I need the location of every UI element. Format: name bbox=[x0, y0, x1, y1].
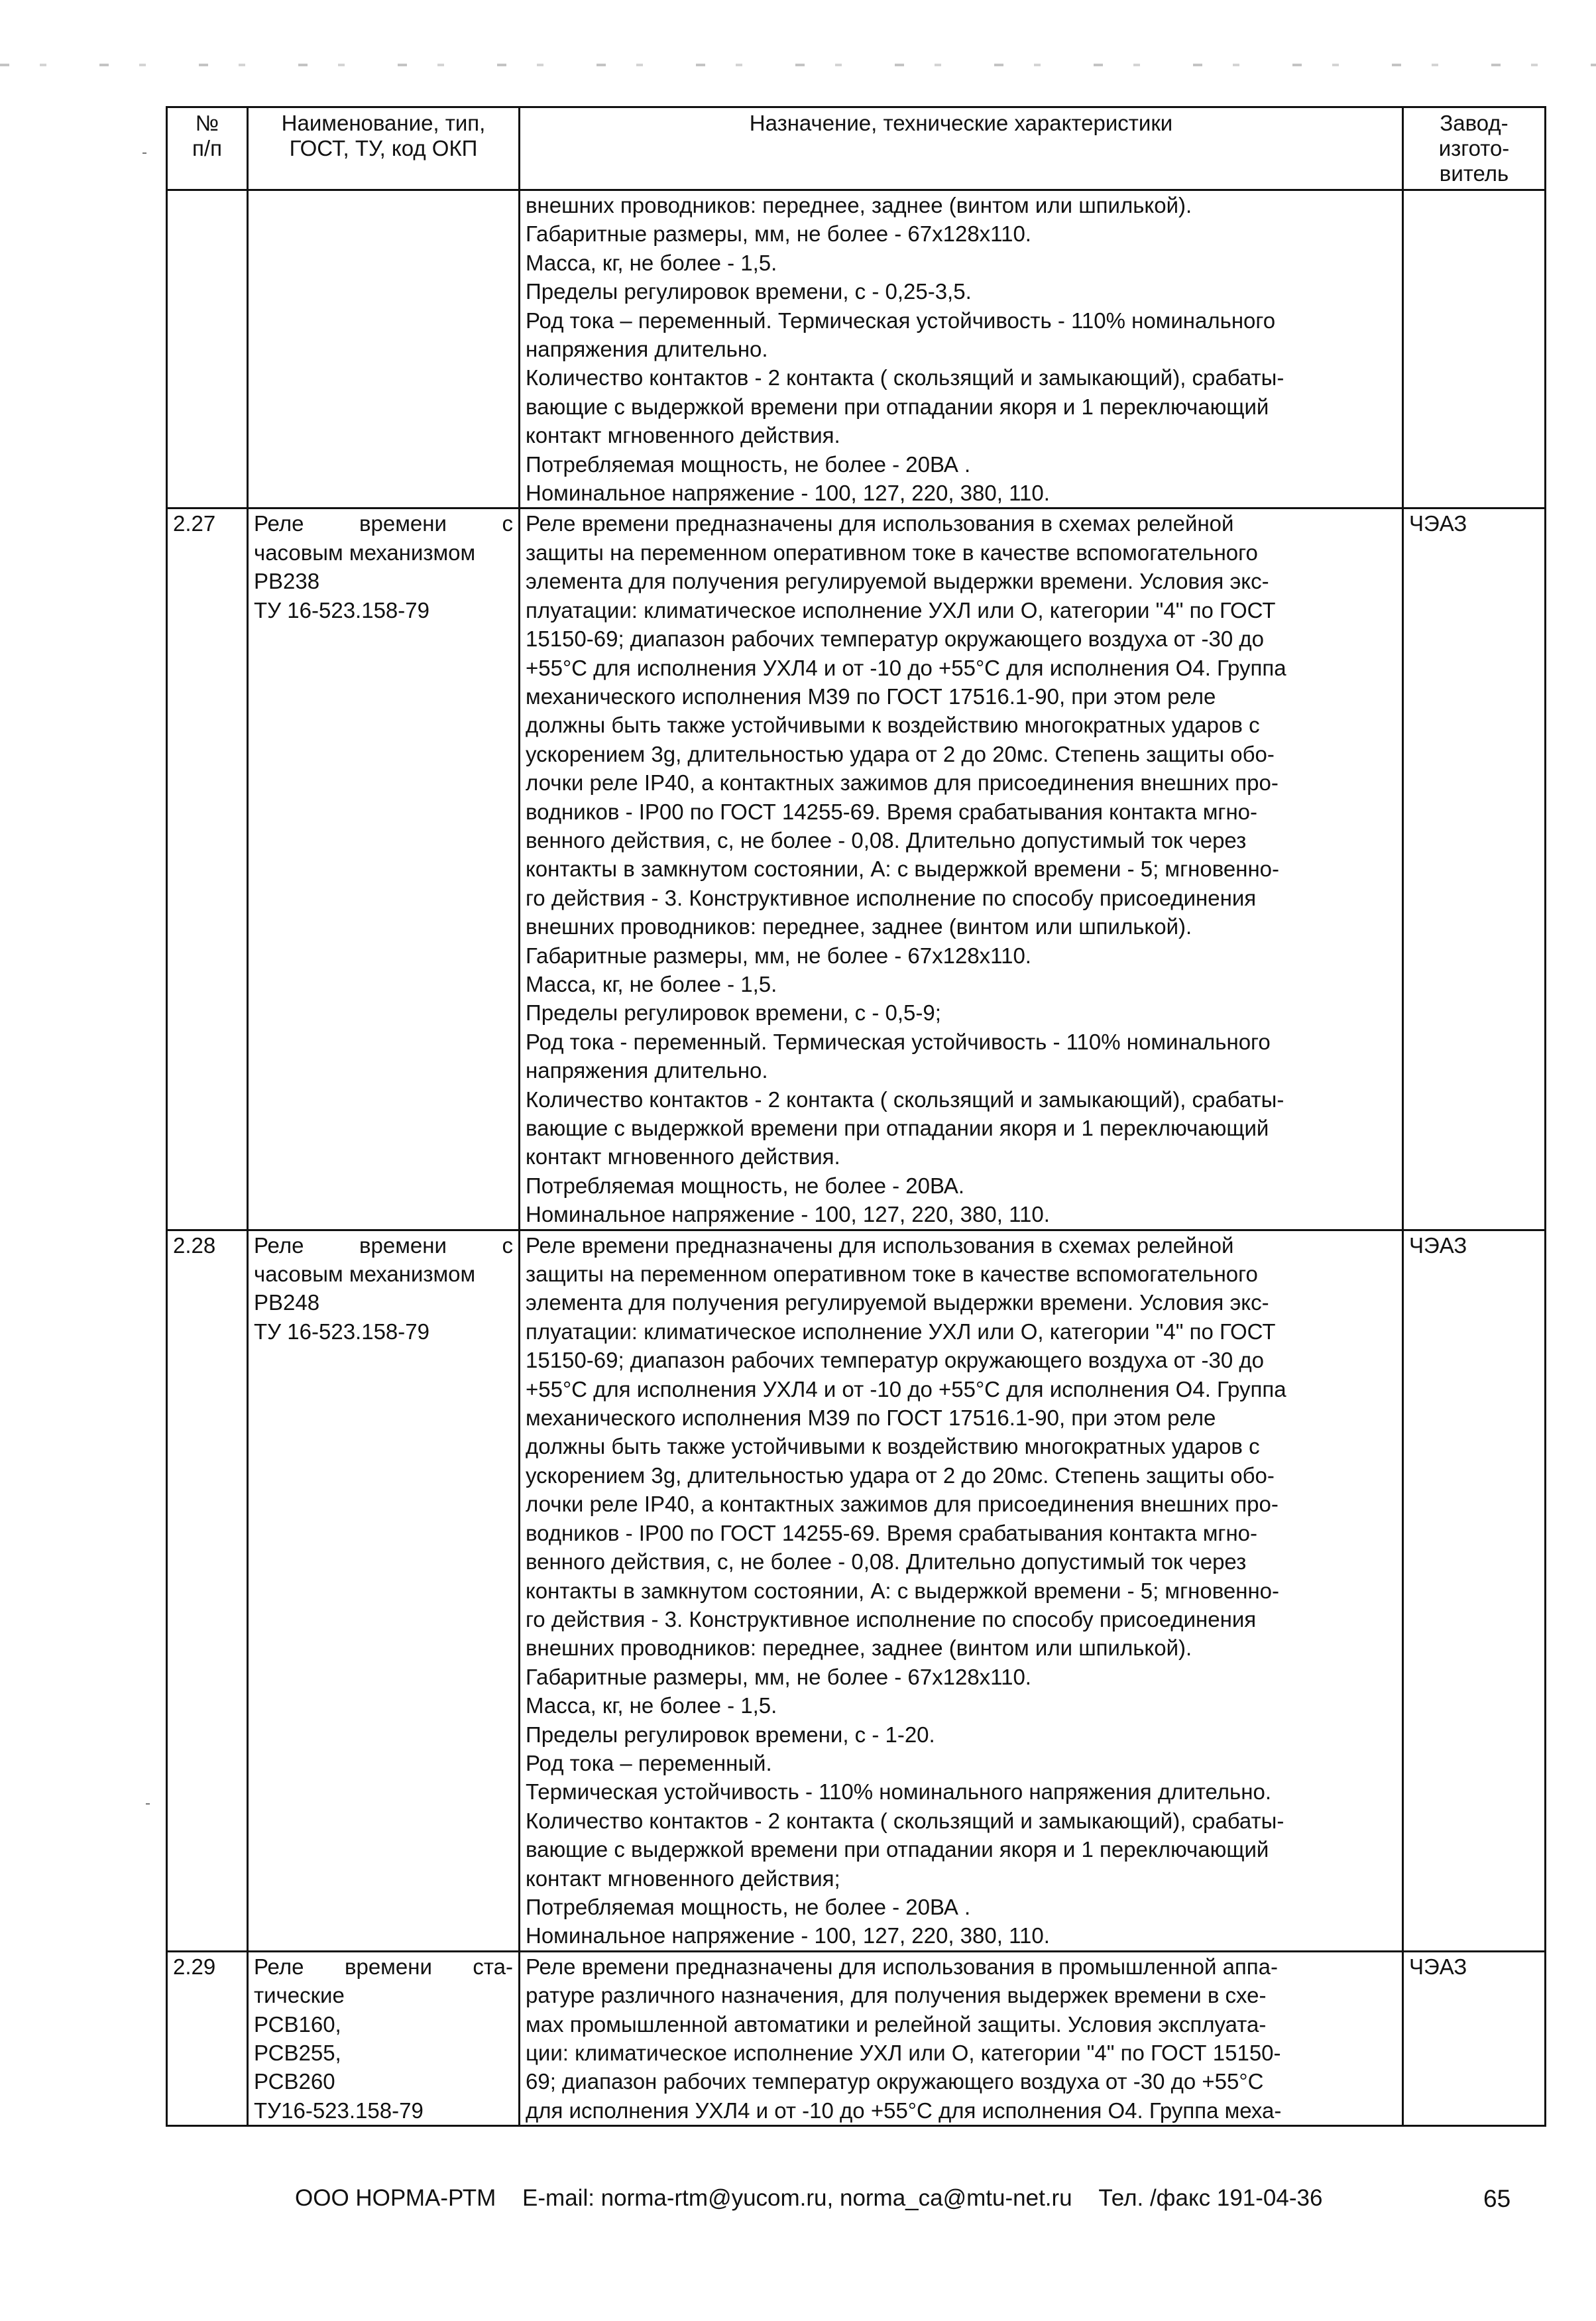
manufacturer-text: ЧЭАЗ bbox=[1409, 511, 1467, 536]
description-line: плуатации: климатическое исполнение УХЛ или О, категории "4" по ГОСТ bbox=[526, 597, 1276, 623]
description-line: ратуре различного назначения, для получения выдержек времени в схе- bbox=[526, 1983, 1267, 2008]
description-line: механического исполнения М39 по ГОСТ 17516.1-90, при этом реле bbox=[526, 1405, 1216, 1431]
scan-speck bbox=[146, 1803, 150, 1805]
description-line: Потребляемая мощность, не более - 20ВА . bbox=[526, 1894, 971, 1919]
scan-artifact bbox=[0, 64, 1596, 66]
description-line: Номинальное напряжение - 100, 127, 220, 380, 110. bbox=[526, 1202, 1050, 1227]
item-name-line: Реле времени ста- bbox=[254, 1954, 513, 1979]
description-line: +55°С для исполнения УХЛ4 и от -10 до +55°С для исполнения О4. Группа bbox=[526, 1376, 1286, 1401]
item-manufacturer bbox=[1403, 508, 1546, 1230]
description-line: Потребляемая мощность, не более - 20ВА. bbox=[526, 1173, 965, 1198]
description-line: защиты на переменном оперативном токе в качестве вспомогательного bbox=[526, 1262, 1258, 1287]
description-line: мах промышленной автоматики и релейной защиты. Условия эксплуата- bbox=[526, 2011, 1267, 2037]
row-number bbox=[167, 508, 248, 1230]
description-line: внешних проводников: переднее, заднее (винтом или шпилькой). bbox=[526, 1636, 1192, 1661]
description-line: Габаритные размеры, мм, не более - 67x128x110. bbox=[526, 1664, 1031, 1689]
item-name-line: ТУ 16-523.158-79 bbox=[254, 597, 429, 623]
description-line: го действия - 3. Конструктивное исполнение по способу присоединения bbox=[526, 885, 1257, 910]
description-line: элемента для получения регулируемой выдержки времени. Условия экс- bbox=[526, 1290, 1269, 1315]
item-name bbox=[248, 1230, 520, 1951]
description-line: Масса, кг, не более - 1,5. bbox=[526, 971, 777, 996]
page-number: 65 bbox=[1483, 2185, 1511, 2212]
description-line: Реле времени предназначены для использования в схемах релейной bbox=[526, 511, 1234, 536]
equipment-table bbox=[166, 106, 1546, 2127]
table-row bbox=[167, 1951, 1546, 2125]
item-description bbox=[520, 508, 1403, 1230]
item-name-line: ТУ16-523.158-79 bbox=[254, 2098, 424, 2123]
description-line: должны быть также устойчивыми к воздействию многократных ударов с bbox=[526, 713, 1260, 738]
item-name bbox=[248, 1951, 520, 2125]
footer-email: E-mail: norma-rtm@yucom.ru, norma_ca@mtu-net.ru bbox=[522, 2185, 1072, 2211]
item-name-line: ТУ 16-523.158-79 bbox=[254, 1319, 429, 1344]
description-line: Количество контактов - 2 контакта ( скользящий и замыкающий), срабаты- bbox=[526, 365, 1284, 390]
description-line: 15150-69; диапазон рабочих температур окружающего воздуха от -30 до bbox=[526, 1348, 1264, 1373]
item-name-line: часовым механизмом bbox=[254, 540, 476, 565]
description-line: вающие с выдержкой времени при отпадании якоря и 1 переключающий bbox=[526, 1837, 1269, 1862]
item-description bbox=[520, 1951, 1403, 2125]
manufacturer-text: ЧЭАЗ bbox=[1409, 1954, 1467, 1979]
row-number-text: 2.27 bbox=[173, 511, 216, 536]
description-line: Род тока – переменный. bbox=[526, 1750, 772, 1775]
item-name-line: часовым механизмом bbox=[254, 1262, 476, 1287]
table-row bbox=[167, 1230, 1546, 1951]
description-line: лочки реле IP40, а контактных зажимов для присоединения внешних про- bbox=[526, 770, 1279, 796]
description-line: Термическая устойчивость - 110% номинального напряжения длительно. bbox=[526, 1779, 1271, 1805]
description-line: вающие с выдержкой времени при отпадании якоря и 1 переключающий bbox=[526, 1116, 1269, 1140]
description-line: Габаритные размеры, мм, не более - 67x128x110. bbox=[526, 221, 1031, 247]
footer-company: ООО НОРМА-РТМ bbox=[295, 2185, 496, 2211]
item-description bbox=[520, 190, 1403, 508]
description-line: водников - IP00 по ГОСТ 14255-69. Время срабатывания контакта мгно- bbox=[526, 799, 1258, 824]
description-line: внешних проводников: переднее, заднее (винтом или шпилькой). bbox=[526, 193, 1192, 217]
description-line: контакт мгновенного действия. bbox=[526, 423, 840, 448]
item-manufacturer bbox=[1403, 1230, 1546, 1951]
item-manufacturer bbox=[1403, 1951, 1546, 2125]
description-line: ции: климатическое исполнение УХЛ или О, категории "4" по ГОСТ 15150- bbox=[526, 2041, 1281, 2065]
item-name-line: Реле времени с bbox=[254, 1232, 513, 1258]
description-line: Потребляемая мощность, не более - 20ВА . bbox=[526, 451, 971, 477]
description-line: плуатации: климатическое исполнение УХЛ или О, категории "4" по ГОСТ bbox=[526, 1319, 1276, 1344]
item-name-line: РВ238 bbox=[254, 569, 320, 594]
item-manufacturer bbox=[1403, 190, 1546, 508]
description-line: контакты в замкнутом состоянии, А: с выдержкой времени - 5; мгновенно- bbox=[526, 857, 1280, 882]
header-manufacturer: Завод- изгото- витель bbox=[1403, 107, 1546, 190]
row-number bbox=[167, 1951, 248, 2125]
description-line: механического исполнения М39 по ГОСТ 17516.1-90, при этом реле bbox=[526, 684, 1216, 709]
description-line: должны быть также устойчивыми к воздействию многократных ударов с bbox=[526, 1434, 1260, 1459]
row-number bbox=[167, 190, 248, 508]
item-name-line: РСВ260 bbox=[254, 2069, 335, 2094]
description-line: для исполнения УХЛ4 и от -10 до +55°С для исполнения О4. Группа меха- bbox=[526, 2098, 1282, 2123]
page-footer bbox=[295, 2185, 1342, 2212]
description-line: Пределы регулировок времени, с - 0,25-3,5. bbox=[526, 279, 972, 304]
description-line: контакты в замкнутом состоянии, А: с выдержкой времени - 5; мгновенно- bbox=[526, 1578, 1280, 1603]
header-description: Назначение, технические характеристики bbox=[520, 107, 1403, 190]
table-row bbox=[167, 190, 1546, 508]
description-line: лочки реле IP40, а контактных зажимов для присоединения внешних про- bbox=[526, 1492, 1279, 1517]
description-line: контакт мгновенного действия; bbox=[526, 1866, 840, 1891]
row-number bbox=[167, 1230, 248, 1951]
description-line: Род тока – переменный. Термическая устойчивость - 110% номинального bbox=[526, 308, 1276, 333]
description-line: ускорением 3g, длительностью удара от 2 до 20мс. Степень защиты обо- bbox=[526, 1462, 1275, 1488]
table-row bbox=[167, 508, 1546, 1230]
description-line: Реле времени предназначены для использования в промышленной аппа- bbox=[526, 1954, 1279, 1979]
scan-speck bbox=[142, 152, 146, 154]
item-name bbox=[248, 190, 520, 508]
description-line: Пределы регулировок времени, с - 1-20. bbox=[526, 1722, 935, 1747]
description-line: водников - IP00 по ГОСТ 14255-69. Время срабатывания контакта мгно- bbox=[526, 1520, 1258, 1545]
item-description bbox=[520, 1230, 1403, 1951]
row-number-text: 2.28 bbox=[173, 1232, 216, 1258]
manufacturer-text: ЧЭАЗ bbox=[1409, 1232, 1467, 1258]
description-line: Пределы регулировок времени, с - 0,5-9; bbox=[526, 1000, 941, 1026]
description-line: Номинальное напряжение - 100, 127, 220, 380, 110. bbox=[526, 1923, 1050, 1948]
description-line: элемента для получения регулируемой выдержки времени. Условия экс- bbox=[526, 569, 1269, 594]
item-name-line: РСВ160, bbox=[254, 2011, 341, 2037]
description-line: вающие с выдержкой времени при отпадании якоря и 1 переключающий bbox=[526, 394, 1269, 419]
item-name bbox=[248, 508, 520, 1230]
description-line: Реле времени предназначены для использования в схемах релейной bbox=[526, 1232, 1234, 1258]
description-line: Масса, кг, не более - 1,5. bbox=[526, 1693, 777, 1718]
description-line: венного действия, с, не более - 0,08. Длительно допустимый ток через bbox=[526, 1549, 1247, 1575]
description-line: контакт мгновенного действия. bbox=[526, 1144, 840, 1169]
item-name-line: Реле времени с bbox=[254, 511, 513, 536]
header-name: Наименование, тип, ГОСТ, ТУ, код ОКП bbox=[248, 107, 520, 190]
description-line: Количество контактов - 2 контакта ( скользящий и замыкающий), срабаты- bbox=[526, 1087, 1284, 1112]
table-header-row bbox=[167, 107, 1546, 190]
description-line: 15150-69; диапазон рабочих температур окружающего воздуха от -30 до bbox=[526, 626, 1264, 652]
description-line: Масса, кг, не более - 1,5. bbox=[526, 250, 777, 275]
description-line: 69; диапазон рабочих температур окружающего воздуха от -30 до +55°С bbox=[526, 2069, 1264, 2094]
description-line: напряжения длительно. bbox=[526, 1058, 768, 1083]
header-num: № п/п bbox=[167, 107, 248, 190]
description-line: +55°С для исполнения УХЛ4 и от -10 до +55°С для исполнения О4. Группа bbox=[526, 655, 1286, 680]
description-line: Номинальное напряжение - 100, 127, 220, 380, 110. bbox=[526, 481, 1050, 506]
description-line: ускорением 3g, длительностью удара от 2 до 20мс. Степень защиты обо- bbox=[526, 741, 1275, 766]
item-name-line: тические bbox=[254, 1983, 345, 2008]
description-line: Количество контактов - 2 контакта ( скользящий и замыкающий), срабаты- bbox=[526, 1808, 1284, 1833]
item-name-line: РВ248 bbox=[254, 1290, 320, 1315]
row-number-text: 2.29 bbox=[173, 1954, 216, 1979]
item-name-line: РСВ255, bbox=[254, 2041, 341, 2065]
footer-phone: Тел. /факс 191-04-36 bbox=[1098, 2185, 1323, 2211]
description-line: го действия - 3. Конструктивное исполнение по способу присоединения bbox=[526, 1606, 1257, 1632]
description-line: внешних проводников: переднее, заднее (винтом или шпилькой). bbox=[526, 914, 1192, 939]
description-line: защиты на переменном оперативном токе в качестве вспомогательного bbox=[526, 540, 1258, 565]
description-line: Род тока - переменный. Термическая устойчивость - 110% номинального bbox=[526, 1029, 1271, 1054]
description-line: Габаритные размеры, мм, не более - 67x128x110. bbox=[526, 943, 1031, 968]
description-line: венного действия, с, не более - 0,08. Длительно допустимый ток через bbox=[526, 827, 1247, 853]
description-line: напряжения длительно. bbox=[526, 337, 768, 362]
